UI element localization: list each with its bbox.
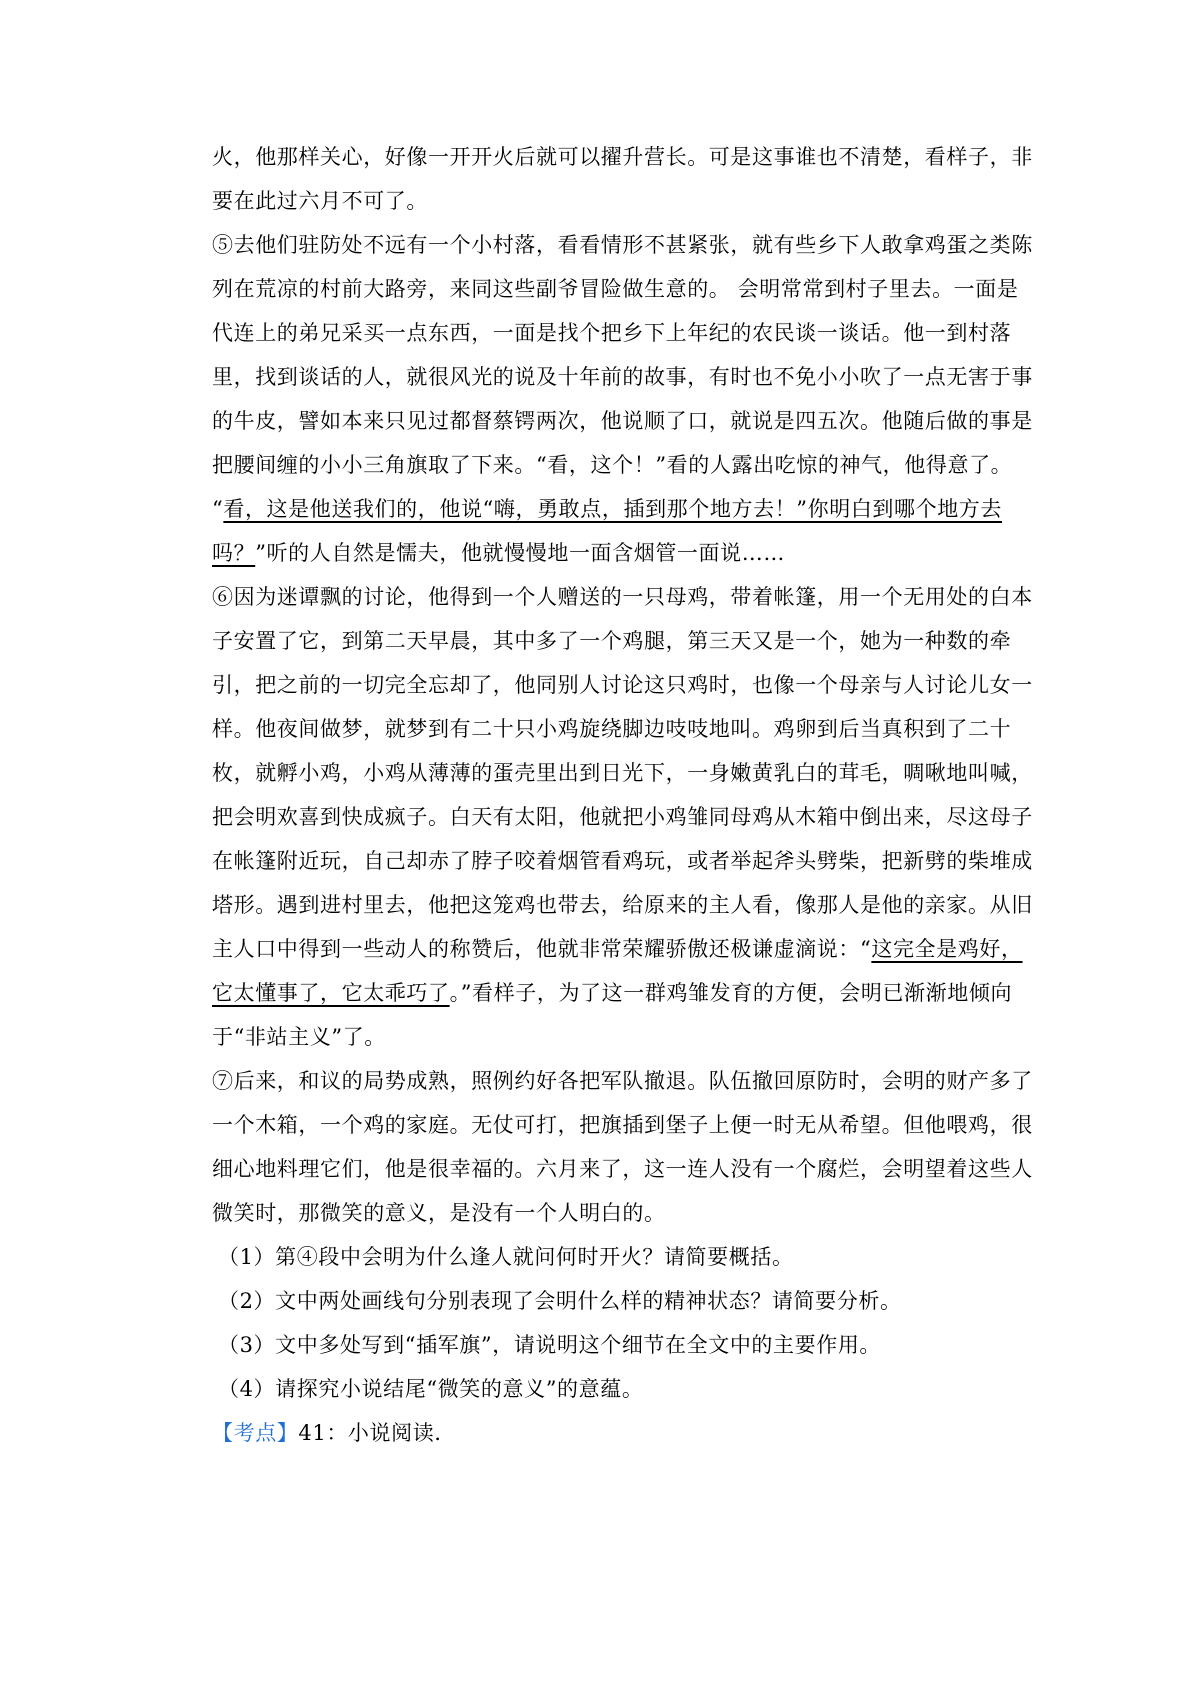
text-line: 把腰间缠的小小三角旗取了下来。“看，这个！”看的人露出吃惊的神气，他得意了。 — [212, 453, 1013, 477]
text-line: 一个木箱，一个鸡的家庭。无仗可打，把旗插到堡子上便一时无从希望。但他喂鸡，很 — [212, 1113, 1033, 1137]
text-line: 细心地料理它们，他是很幸福的。六月来了，这一连人没有一个腐烂，会明望着这些人 — [212, 1157, 1033, 1181]
text-line: 引，把之前的一切完全忘却了，他同别人讨论这只鸡时，也像一个母亲与人讨论儿女一 — [212, 673, 1033, 697]
text-line — [212, 494, 1042, 524]
text-line: 子安置了它，到第二天早晨，其中多了一个鸡腿，第三天又是一个，她为一种数的牵 — [212, 629, 1012, 653]
kaodian-text: 41：小说阅读． — [298, 1421, 456, 1445]
question-2: （2）文中两处画线句分别表现了会明什么样的精神状态？请简要分析。 — [218, 1289, 902, 1313]
text-line — [212, 934, 1042, 964]
text-line: 微笑时，那微笑的意义，是没有一个人明白的。 — [212, 1201, 666, 1225]
underlined-sentence-1-end: 吗？ — [212, 541, 256, 565]
underlined-sentence-2: 这完全是鸡好， — [871, 937, 1023, 961]
text-span: 。”看样子，为了这一群鸡雏发育的方便，会明已渐渐地倾向 — [449, 981, 1013, 1005]
text-line: 里，找到谈话的人，就很风光的说及十年前的故事，有时也不免小小吹了一点无害于事 — [212, 365, 1033, 389]
kaodian-label: 【考点】 — [212, 1421, 299, 1445]
text-span: ”听的人自然是懦夫，他就慢慢地一面含烟管一面说…… — [255, 541, 785, 565]
question-1: （1）第④段中会明为什么逢人就问何时开火？请简要概括。 — [218, 1245, 794, 1269]
text-line — [212, 538, 1042, 568]
text-line: ⑥因为迷谭飘的讨论，他得到一个人赠送的一只母鸡，带着帐篷，用一个无用处的白本 — [212, 585, 1033, 609]
text-line: ⑤去他们驻防处不远有一个小村落，看看情形不甚紧张，就有些乡下人敢拿鸡蛋之类陈 — [212, 233, 1033, 257]
text-line: 在帐篷附近玩，自己却赤了脖子咬着烟管看鸡玩，或者举起斧头劈柴，把新劈的柴堆成 — [212, 849, 1033, 873]
kaodian-line — [212, 1418, 1042, 1448]
text-line: 塔形。遇到进村里去，他把这笼鸡也带去，给原来的主人看，像那人是他的亲家。从旧 — [212, 893, 1033, 917]
underlined-sentence-2-end: 它太懂事了，它太乖巧了 — [212, 981, 450, 1005]
question-4: （4）请探究小说结尾“微笑的意义”的意蕴。 — [218, 1377, 644, 1401]
text-line — [212, 978, 1042, 1008]
text-line: 列在荒凉的村前大路旁，来同这些副爷冒险做生意的。 会明常常到村子里去。一面是 — [212, 277, 1019, 301]
text-line: 把会明欢喜到快成疯子。白天有太阳，他就把小鸡雏同母鸡从木箱中倒出来，尽这母子 — [212, 805, 1033, 829]
text-line: 代连上的弟兄采买一点东西，一面是找个把乡下上年纪的农民谈一谈话。他一到村落 — [212, 321, 1012, 345]
text-line: 火，他那样关心，好像一开开火后就可以擢升营长。可是这事谁也不清楚，看样子，非 — [212, 145, 1033, 169]
underlined-sentence-1: 看，这是他送我们的，他说“嗨，勇敢点，插到那个地方去！”你明白到哪个地方去 — [223, 497, 1003, 521]
text-line: ⑦后来，和议的局势成熟，照例约好各把军队撤退。队伍撤回原防时，会明的财产多了 — [212, 1069, 1033, 1093]
quote-mark: “ — [212, 497, 224, 521]
text-span: 主人口中得到一些动人的称赞后，他就非常荣耀骄傲还极谦虚滴说：“ — [212, 937, 872, 961]
text-line: 样。他夜间做梦，就梦到有二十只小鸡旋绕脚边吱吱地叫。鸡卵到后当真积到了二十 — [212, 717, 1012, 741]
text-line: 的牛皮，譬如本来只见过都督蔡锷两次，他说顺了口，就说是四五次。他随后做的事是 — [212, 409, 1033, 433]
text-line: 枚，就孵小鸡，小鸡从薄薄的蛋壳里出到日光下，一身嫩黄乳白的茸毛，啁啾地叫喊， — [212, 761, 1033, 785]
question-3: （3）文中多处写到“插军旗”，请说明这个细节在全文中的主要作用。 — [218, 1333, 882, 1357]
text-line: 要在此过六月不可了。 — [212, 189, 428, 213]
text-line: 于“非站主义”了。 — [212, 1025, 386, 1049]
